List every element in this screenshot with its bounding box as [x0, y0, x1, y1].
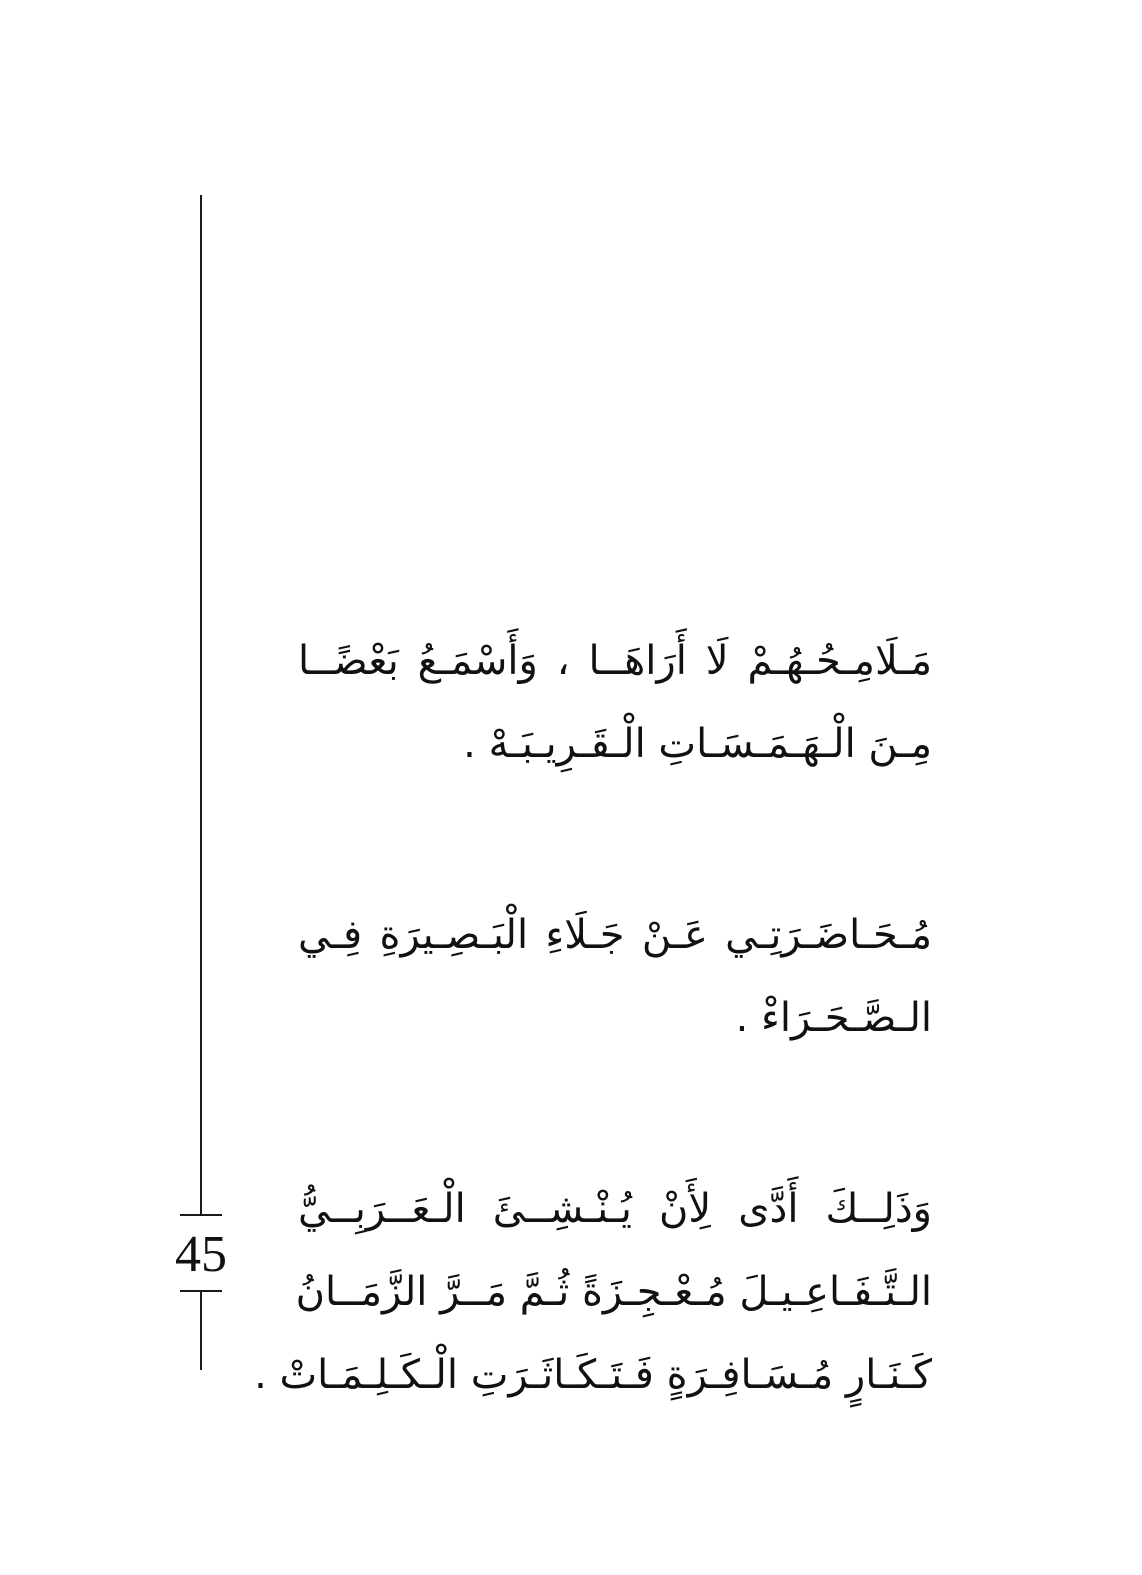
- poem-line: مَـلَامِـحُـهُـمْ لَا أَرَاهَــا ، وَأَسْمَـعُ بَعْضًــا: [298, 638, 932, 684]
- stanza-2: [298, 894, 932, 1060]
- margin-rule-lower: [200, 1292, 202, 1370]
- stanza-1: [298, 620, 932, 786]
- poem-line: وَذَلِــكَ أَدَّى لِأَنْ يُـنْـشِــئَ الْـعَــرَبِــيُّ: [298, 1186, 932, 1232]
- poem-text: [254, 620, 932, 1417]
- poem-line: مُـحَـاضَـرَتِـي عَـنْ جَـلَاءِ الْبَـصِـيرَةِ فِـي: [298, 912, 932, 958]
- poem-line: الـتَّـفَـاعِـيـلَ مُـعْـجِـزَةً ثُـمَّ مَــرَّ الزَّمَــانُ: [295, 1269, 932, 1315]
- margin-rule-upper: [200, 195, 202, 1215]
- poem-line: الـصَّـحَـرَاءْ .: [735, 995, 932, 1041]
- poem-line: مِـنَ الْـهَـمَـسَـاتِ الْـقَـرِيـبَـهْ .: [463, 721, 932, 767]
- page-number-rule-top: [180, 1214, 222, 1216]
- stanza-3: [254, 1168, 932, 1417]
- poem-line: كَـنَـارٍ مُـسَـافِـرَةٍ فَـتَـكَـاثَـرَتِ الْـكَـلِـمَـاتْ .: [254, 1352, 932, 1398]
- page-number: 45: [175, 1226, 227, 1283]
